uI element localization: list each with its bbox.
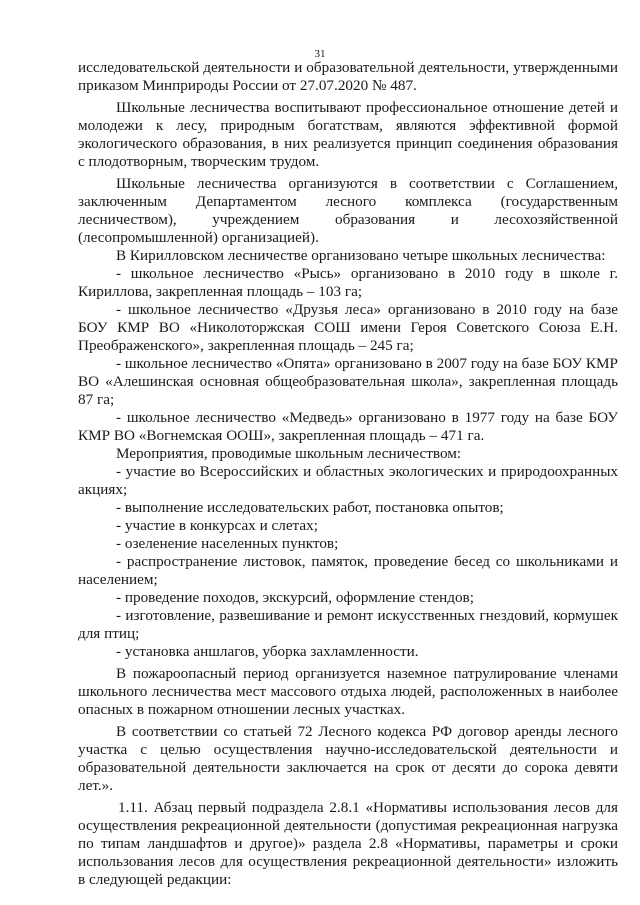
list-item-opyata: - школьное лесничество «Опята» организовано в 2007 году на базе БОУ КМР ВО «Алешинская основная общеобразовательная школа», закрепленная площадь 87 га; <box>78 355 618 408</box>
paragraph-order-reference: исследовательской деятельности и образовательной деятельности, утвержденными приказом Минприроды России от 27.07.2020 № 487. <box>78 59 618 94</box>
activity-item-greening: - озеленение населенных пунктов; <box>116 535 339 552</box>
activity-item-actions: - участие во Всероссийских и областных экологических и природоохранных акциях; <box>78 463 618 498</box>
paragraph-fire-patrol: В пожароопасный период организуется наземное патрулирование членами школьного лесничества мест массового отдыха людей, расположенных в наиболее опасных в пожарном отношении лесных участках. <box>78 665 618 718</box>
paragraph-school-forestry-purpose: Школьные лесничества воспитывают профессиональное отношение детей и молодежи к лесу, природным богатствам, являются эффективной формой экологического образования, в них реализуется принцип соединения образования с плодотворным, творческим трудом. <box>78 99 618 170</box>
activity-item-nests: - изготовление, развешивание и ремонт искусственных гнездовий, кормушек для птиц; <box>78 607 618 642</box>
list-item-medved: - школьное лесничество «Медведь» организовано в 1977 году на базе БОУ КМР ВО «Вогнемская ООШ», закрепленная площадь – 471 га. <box>78 409 618 444</box>
page-number: 31 <box>314 48 326 60</box>
paragraph-activities-heading: Мероприятия, проводимые школьным лесничеством: <box>116 445 462 462</box>
activity-item-contests: - участие в конкурсах и слетах; <box>116 517 318 534</box>
document-body <box>78 59 618 889</box>
activity-item-signs: - установка аншлагов, уборка захламленности. <box>116 643 419 660</box>
paragraph-kirillov-count: В Кирилловском лесничестве организовано четыре школьных лесничества: <box>116 247 606 264</box>
paragraph-lease-article-72: В соответствии со статьей 72 Лесного кодекса РФ договор аренды лесного участка с целью осуществления научно-исследовательской деятельности и образовательной деятельности заключается на срок от десяти до сорока девяти лет.». <box>78 723 618 794</box>
activity-item-excursions: - проведение походов, экскурсий, оформление стендов; <box>116 589 474 606</box>
paragraph-section-1-11: 1.11. Абзац первый подраздела 2.8.1 «Нормативы использования лесов для осуществления рекреационной деятельности (допустимая рекреационная нагрузка по типам ландшафтов и другое)» раздела 2.8 «Нормативы, параметры и сроки использования лесов для осуществления рекреационной деятельности» изложить в следующей редакции: <box>78 799 618 888</box>
activity-item-leaflets: - распространение листовок, памяток, проведение бесед со школьниками и населением; <box>78 553 618 588</box>
activity-item-research: - выполнение исследовательских работ, постановка опытов; <box>116 499 504 516</box>
list-item-rys: - школьное лесничество «Рысь» организовано в 2010 году в школе г. Кириллова, закрепленная площадь – 103 га; <box>78 265 618 300</box>
paragraph-school-forestry-organization: Школьные лесничества организуются в соответствии с Соглашением, заключенным Департаментом лесного комплекса (государственным лесничеством), учреждением образования и лесохозяйственной (лесопромышленной) организацией). <box>78 175 618 246</box>
list-item-druzya-lesa: - школьное лесничество «Друзья леса» организовано в 2010 году на базе БОУ КМР ВО «Николоторжская СОШ имени Героя Советского Союза Е.Н. Преображенского», закрепленная площадь – 245 га; <box>78 301 618 354</box>
